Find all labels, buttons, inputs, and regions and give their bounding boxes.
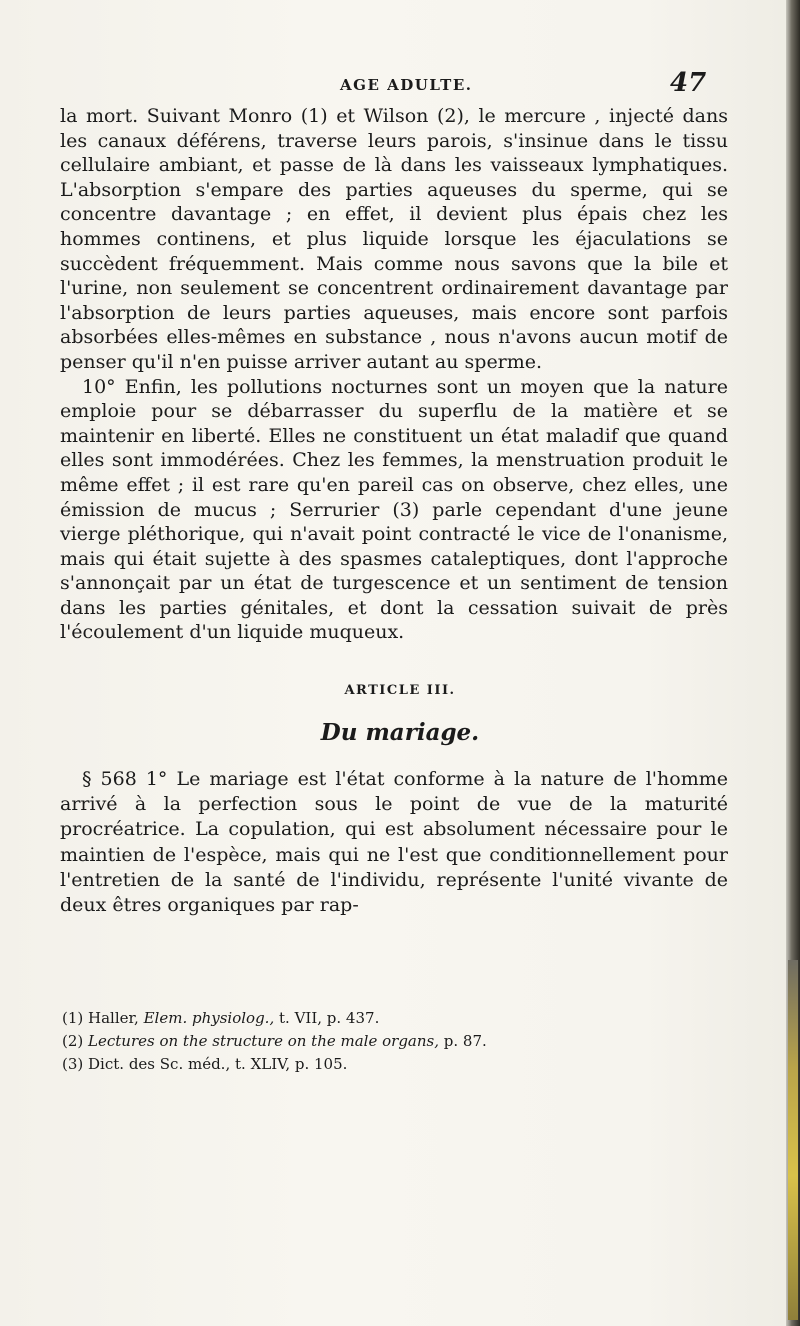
footnote-author: Dict. des Sc. méd.,: [88, 1055, 231, 1073]
footnote-mark: (1): [62, 1009, 84, 1027]
footnote-mark: (3): [62, 1055, 84, 1073]
footnote-mark: (2): [62, 1032, 84, 1050]
footnote-ref: p. 87.: [443, 1032, 487, 1050]
paragraph-3: § 568 1° Le mariage est l'état conforme à la nature de l'homme arrivé à la perfection sous le point de vue de la maturité procréatrice. La copulation, qui est absolument nécessaire pour le maintien de l'espèce, mais qui ne l'est que conditionnellement pour l'entretien de la santé de l'individu, représente l'unité vivante de deux êtres organiques par rap-: [60, 768, 728, 917]
page-edge-gilding: [788, 960, 798, 1320]
article-label: ARTICLE III.: [344, 683, 456, 698]
paragraph-1: la mort. Suivant Monro (1) et Wilson (2), le mercure , injecté dans les canaux déférens, traverse leurs parois, s'insinue dans le tissu cellulaire ambiant, et passe de là dans les vaisseaux lymphatiques. L'absorption s'empare des parties aqueuses du sperme, qui se concentre davantage ; en effet, il devient plus épais chez les hommes continens, et plus liquide lorsque les éjaculations se succèdent fréquemment. Mais comme nous savons que la bile et l'urine, non seulement se concentrent ordinairement davantage par l'absorption de leurs parties aqueuses, mais encore sont parfois absorbées elles-mêmes en substance , nous n'avons aucun motif de penser qu'il n'en puisse arriver autant au sperme.: [60, 105, 728, 373]
footnote-3: [62, 1053, 722, 1076]
footnotes: [62, 1007, 722, 1076]
section-title: Du mariage.: [320, 719, 480, 746]
footnote-2: [62, 1030, 722, 1053]
footnote-ref: t. VII, p. 437.: [279, 1009, 380, 1027]
footnote-1: [62, 1007, 722, 1030]
footnote-author: Haller,: [88, 1009, 139, 1027]
page-number: 47: [670, 68, 707, 98]
footnote-ref: t. XLIV, p. 105.: [235, 1055, 348, 1073]
running-head: [60, 68, 720, 102]
running-title: AGE ADULTE.: [340, 76, 473, 94]
footnote-title: Elem. physiolog.,: [143, 1009, 275, 1027]
footnote-title: Lectures on the structure on the male organs,: [88, 1032, 440, 1050]
main-text-block: [60, 104, 728, 645]
paragraph-2: 10° Enfin, les pollutions nocturnes sont un moyen que la nature emploie pour se débarrasser du superflu de la matière et se maintenir en liberté. Elles ne constituent un état maladif que quand elles sont immodérées. Chez les femmes, la menstruation produit le même effet ; il est rare qu'en pareil cas on observe, chez elles, une émission de mucus ; Serrurier (3) parle cependant d'une jeune vierge pléthorique, qui n'avait point contracté le vice de l'onanisme, mais qui était sujette à des spasmes cataleptiques, dont l'approche s'annonçait par un état de turgescence et un sentiment de tension dans les parties génitales, et dont la cessation suivait de près l'écoulement d'un liquide muqueux.: [60, 375, 728, 644]
section-text-block: [60, 767, 728, 918]
